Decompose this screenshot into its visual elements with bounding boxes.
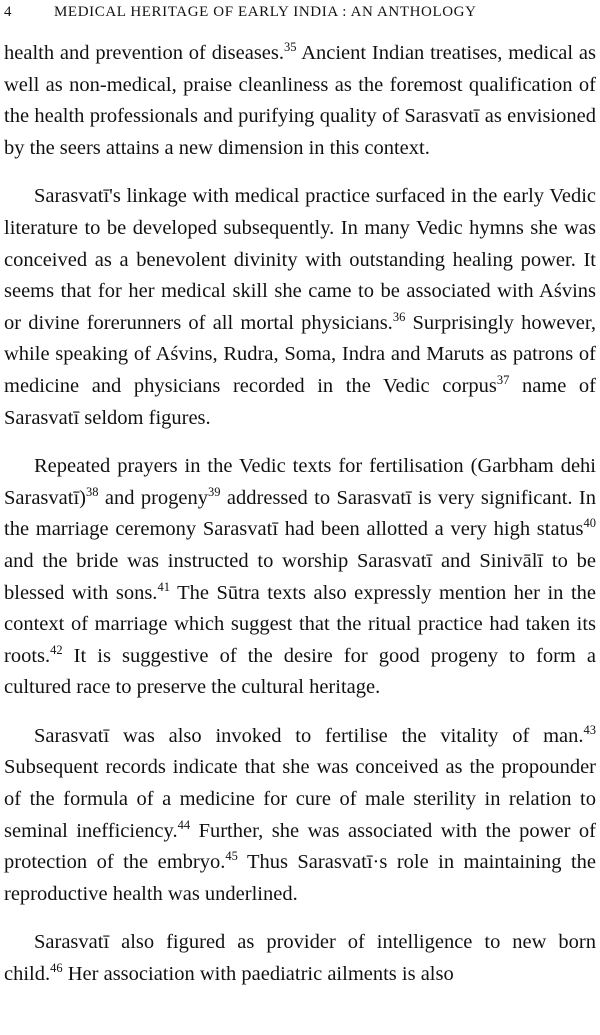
body-text (4, 38, 596, 1008)
page-number: 4 (4, 4, 13, 20)
text-run: Ancient Indian treatises, medical as well as non-medical, praise cleanliness as the foremost qualification of the health professionals and purifying quality of Sarasvatī as envisioned by the seers attains a new dimension in this context. (4, 42, 596, 159)
paragraph (4, 38, 596, 164)
text-run: name of Sarasvatī seldom figures. (4, 374, 596, 429)
running-head (4, 4, 594, 28)
footnote-reference: 41 (157, 579, 170, 594)
paragraph (4, 181, 596, 434)
text-run: Sarasvatī also figured as provider of intelligence to new born child. (4, 931, 596, 986)
text-run: and progeny (98, 486, 209, 509)
paragraph (4, 721, 596, 911)
running-title: MEDICAL HERITAGE OF EARLY INDIA : AN ANTHOLOGY (54, 4, 477, 20)
footnote-reference: 40 (583, 516, 596, 531)
text-run: Sarasvatī was also invoked to fertilise the vitality of man. (34, 724, 584, 747)
paragraph (4, 451, 596, 704)
text-run: health and prevention of diseases. (4, 42, 285, 64)
text-run: It is suggestive of the desire for good progeny to form a cultured race to preserve the cultural heritage. (4, 644, 596, 699)
text-run: Further, she was associated with the power of protection of the embryo. (4, 819, 596, 874)
text-run: and the bride was instructed to worship Sarasvatī and Sinivālī to be blessed with sons. (4, 549, 596, 604)
footnote-reference: 35 (284, 40, 297, 54)
paragraph (4, 927, 596, 990)
footnote-reference: 46 (50, 961, 63, 976)
footnote-reference: 44 (177, 817, 191, 832)
text-run: Subsequent records indicate that she was conceived as the propounder of the formula of a medicine for cure of male sterility in relation to seminal inefficiency. (4, 756, 596, 842)
footnote-reference: 39 (208, 484, 221, 499)
text-run: Her association with paediatric ailments is also (62, 963, 454, 986)
text-run: The Sūtra texts also expressly mention her in the context of marriage which suggest that the ritual practice had taken its roots. (4, 581, 596, 667)
footnote-reference: 37 (496, 372, 510, 387)
text-run: Sarasvatī's linkage with medical practice surfaced in the early Vedic literature to be developed subsequently. In many Vedic hymns she was conceived as a benevolent divinity with outstanding healing power. It seems that for her medical skill she came to be associated with Aśvins or divine forerunners of all mortal physicians. (4, 185, 596, 334)
footnote-reference: 42 (50, 642, 63, 657)
text-run: Thus Sarasvatī·s role in maintaining the reproductive health was underlined. (4, 851, 596, 905)
text-run: Repeated prayers in the Vedic texts for fertilisation (Garbham dehi Sarasvatī) (4, 455, 596, 509)
footnote-reference: 36 (392, 309, 406, 324)
text-run: Surprisingly however, while speaking of Aśvins, Rudra, Soma, Indra and Maruts as patrons of medicine and physicians recorded in the Vedic corpus (4, 311, 596, 397)
text-run: addressed to Sarasvatī is very significant. In the marriage ceremony Sarasvatī had been allotted a very high status (4, 486, 596, 541)
footnote-reference: 45 (225, 849, 238, 864)
footnote-reference: 43 (583, 722, 596, 737)
footnote-reference: 38 (85, 484, 99, 499)
